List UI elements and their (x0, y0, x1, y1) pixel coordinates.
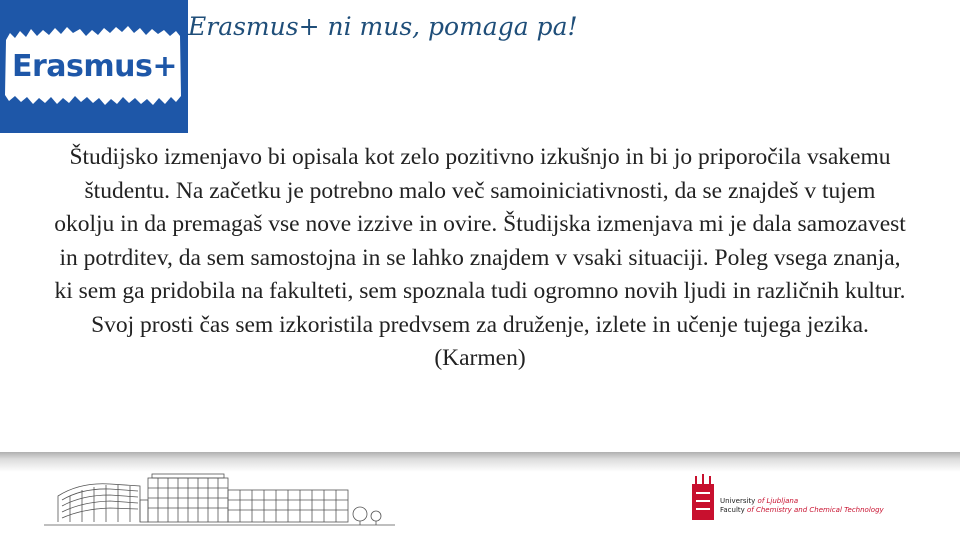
university-emblem (690, 474, 718, 522)
university-line-1 (720, 497, 884, 506)
university-name (720, 497, 884, 515)
university-logo (690, 474, 940, 524)
erasmus-logo-text: Erasmus+ (12, 49, 177, 84)
university-line-1-prefix: University (720, 497, 758, 505)
faculty-building-illustration (40, 470, 400, 532)
university-line-2 (720, 506, 884, 515)
university-line-2-highlight: of Chemistry and Chemical Technology (747, 506, 884, 514)
erasmus-logo (0, 0, 188, 133)
university-line-2-prefix: Faculty (720, 506, 748, 514)
slide-title: Erasmus+ ni mus, pomaga pa! (188, 12, 578, 41)
testimonial-text: Študijsko izmenjavo bi opisala kot zelo pozitivno izkušnjo in bi jo priporočila vsakemu študentu. Na začetku je potrebno malo več samoiniciativnosti, da se znajdeš v tujem okolju in da premagaš vse nove izzive in ovire. Študijska izmenjava mi je dala samozavest in potrditev, da sem samostojna in se lahko znajdem v vsaki situaciji. Poleg vsega znanja, ki sem ga pridobila na fakulteti, sem spoznala tudi ogromno novih ljudi in različnih kultur. Svoj prosti čas sem izkoristila predvsem za druženje, izlete in učenje tujega jezika. (Karmen) (54, 144, 906, 371)
university-line-1-highlight: of Ljubljana (757, 497, 799, 505)
footer-divider (0, 452, 960, 472)
